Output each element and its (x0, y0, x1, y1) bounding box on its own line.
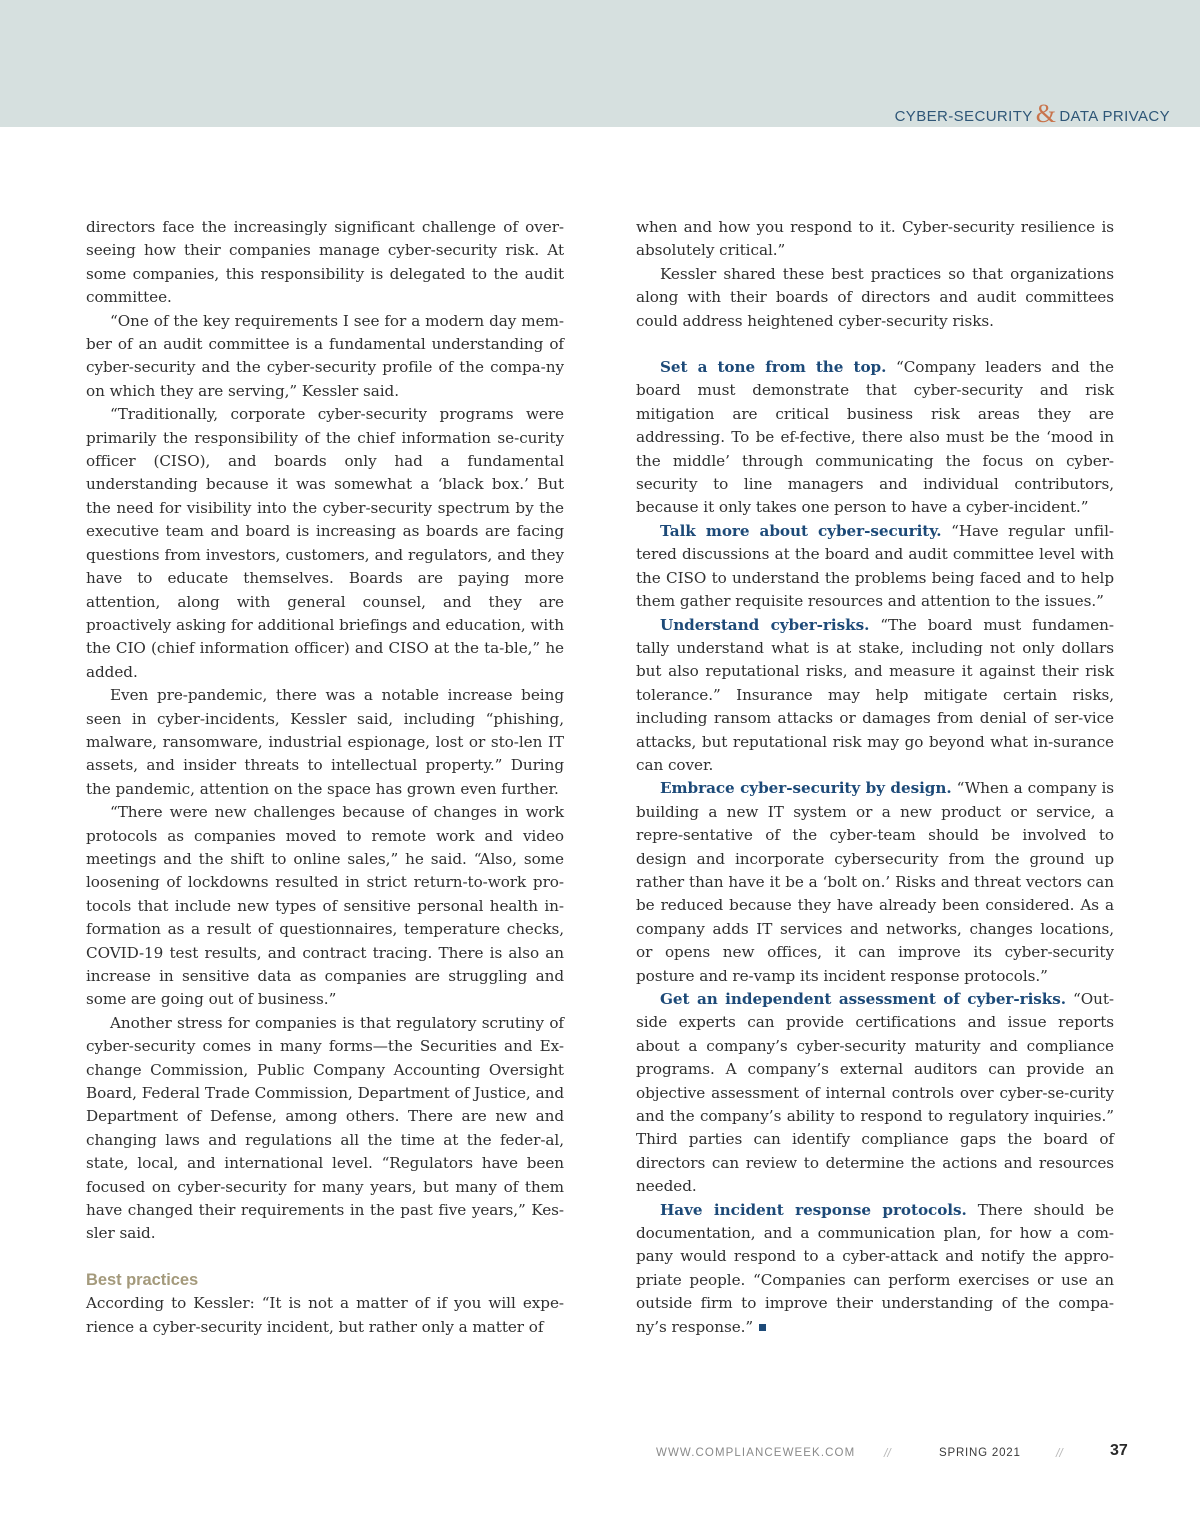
footer-issue: SPRING 2021 (939, 1447, 1021, 1459)
subhead-best-practices: Best practices (86, 1270, 199, 1289)
paragraph: Another stress for companies is that regulatory scrutiny of cyber-security comes in many forms—the Securities and Ex-change Commission, Public Company Accounting Oversight Board, Federal Trade Commission, Department of Justice, and Department of Defense, among others. There are new and changing laws and regulations all the time at the feder-al, state, local, and international level. “Regulators have been focused on cyber-security for many years, but many of them have changed their requirements in the past five years,” Kes-sler said. (86, 1013, 564, 1243)
section-label-part2: DATA PRIVACY (1059, 108, 1170, 125)
practice-text: “Out-side experts can provide certifications and issue reports about a company’s cyber-security maturity and compliance programs. A company’s external auditors can provide an objective assessment of internal controls over cyber-se-curity and the company’s ability to respond to regulatory inquiries.” Third parties can identify compliance gaps the board of directors can review to determine the actions and resources needed. (636, 990, 1114, 1196)
paragraph: “There were new challenges because of changes in work protocols as companies moved to remote work and video meetings and the shift to online sales,” he said. “Also, some loosening of lockdowns resulted in strict return-to-work pro-tocols that include new types of sensitive personal health in-formation as a result of questionnaires, temperature checks, COVID-19 test results, and contract tracing. There is also an increase in sensitive data as companies are struggling and some are going out of business.” (86, 803, 564, 1009)
paragraph: “One of the key requirements I see for a modern day mem-ber of an audit committee is a fundamental understanding of cyber-security and the cyber-security profile of the compa-ny on which they are serving,” Kessler said. (86, 311, 564, 400)
paragraph: directors face the increasingly significant challenge of over-seeing how their companies manage cyber-security risk. At some companies, this responsibility is delegated to the audit committee. (86, 218, 564, 307)
paragraph: According to Kessler: “It is not a matter of if you will expe-rience a cyber-security incident, but rather only a matter of (86, 1294, 564, 1336)
practice-item (636, 520, 1114, 614)
practice-item (636, 1199, 1114, 1339)
practice-text: “Have regular unfil-tered discussions at the board and audit committee level with the CISO to understand the problems being faced and to help them gather requisite resources and attention to the issues.” (636, 521, 1114, 611)
practice-item (636, 777, 1114, 988)
footer-url: WWW.COMPLIANCEWEEK.COM (656, 1447, 856, 1459)
paragraph: when and how you respond to it. Cyber-security resilience is absolutely critical.” (636, 218, 1114, 260)
paragraph: Kessler shared these best practices so that organizations along with their boards of directors and audit committees could address heightened cyber-security risks. (636, 264, 1114, 330)
practice-item (636, 988, 1114, 1199)
practice-lead: Understand cyber-risks. (660, 615, 870, 634)
footer-separator: // (1056, 1446, 1063, 1460)
paragraph: “Traditionally, corporate cyber-security programs were primarily the responsibility of the chief information se-curity officer (CISO), and boards only had a fundamental understanding because it was somewhat a ‘black box.’ But the need for visibility into the cyber-security spectrum by the executive team and board is increasing as boards are facing questions from investors, customers, and regulators, and they have to educate themselves. Boards are paying more attention, along with general counsel, and they are proactively asking for additional briefings and education, with the CIO (chief information officer) and CISO at the ta-ble,” he added. (86, 405, 564, 681)
ampersand: & (1035, 99, 1057, 128)
page-footer (0, 1440, 1200, 1470)
practice-lead: Talk more about cyber-security. (660, 521, 942, 540)
right-column (636, 216, 1114, 1339)
section-label (895, 98, 1170, 128)
paragraph: Even pre-pandemic, there was a notable increase being seen in cyber-incidents, Kessler said, including “phishing, malware, ransomware, industrial espionage, lost or sto-len IT assets, and insider threats to intellectual property.” During the pandemic, attention on the space has grown even further. (86, 686, 564, 798)
practice-item (636, 614, 1114, 778)
practice-lead: Have incident response protocols. (660, 1200, 967, 1219)
practice-text: “Company leaders and the board must demonstrate that cyber-security and risk mitigation are critical business risk areas they are addressing. To be ef-fective, there also must be the ‘mood in the middle’ through communicating the focus on cyber-security to line managers and individual contributors, because it only takes one person to have a cyber-incident.” (636, 358, 1114, 517)
page-number: 37 (1110, 1442, 1128, 1459)
end-mark-icon (759, 1324, 766, 1331)
practice-item (636, 356, 1114, 520)
practice-text: “The board must fundamen-tally understand what is at stake, including not only dollars but also reputational risks, and measure it against their risk tolerance.” Insurance may help mitigate certain risks, including ransom attacks or damages from denial of ser-vice attacks, but reputational risk may go beyond what in-surance can cover. (636, 615, 1114, 774)
practice-text: There should be documentation, and a communication plan, for how a com-pany would respond to a cyber-attack and notify the appro-priate people. “Companies can perform exercises or use an outside firm to improve their understanding of the compa-ny’s response.” (636, 1200, 1114, 1336)
practice-lead: Embrace cyber-security by design. (660, 779, 952, 798)
practice-text: “When a company is building a new IT system or a new product or service, a repre-sentative of the cyber-team should be involved to design and incorporate cybersecurity from the ground up rather than have it be a ‘bolt on.’ Risks and threat vectors can be reduced because they have already been considered. As a company adds IT services and networks, changes locations, or opens new offices, it can improve its cyber-security posture and re-vamp its incident response protocols.” (636, 779, 1115, 985)
section-label-part1: CYBER-SECURITY (894, 108, 1033, 125)
practice-lead: Set a tone from the top. (660, 358, 887, 377)
left-column (86, 216, 564, 1339)
practice-lead: Get an independent assessment of cyber-risks. (660, 990, 1067, 1008)
footer-separator: // (884, 1446, 891, 1460)
